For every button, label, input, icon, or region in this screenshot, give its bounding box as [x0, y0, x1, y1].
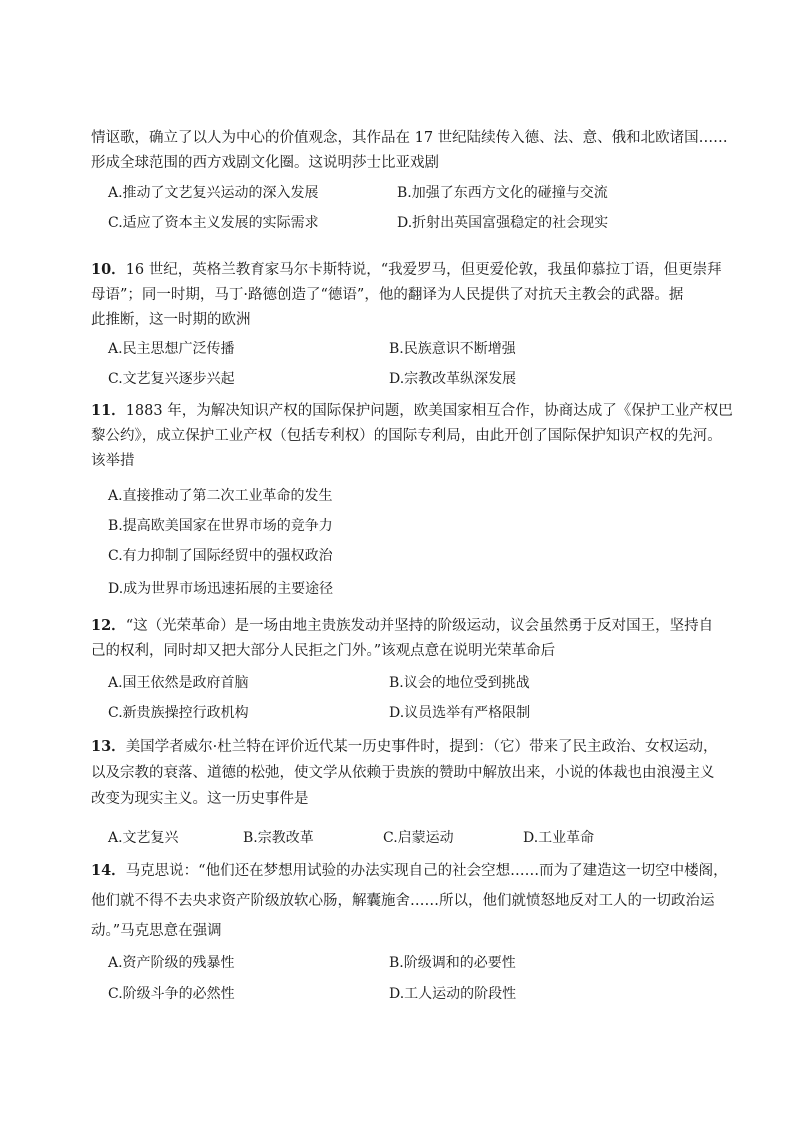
q10-option-c: C.文艺复兴逐步兴起 — [108, 371, 235, 387]
q10-option-b: B.民族意识不断增强 — [389, 341, 516, 357]
q9-option-a: A.推动了文艺复兴运动的深入发展 — [108, 185, 319, 201]
q14-number: 14． — [91, 862, 126, 879]
q13-option-d: D.工业革命 — [523, 830, 595, 846]
q10-line-3: 此推断，这一时期的欧洲 — [91, 312, 251, 328]
q14-text-1: 马克思说：“他们还在梦想用试验的办法实现自己的社会空想……而为了建造这一切空中楼阁， — [125, 863, 728, 879]
q11-option-a: A.直接推动了第二次工业革命的发生 — [108, 488, 333, 504]
q11-number: 11． — [91, 402, 126, 419]
q12-option-b: B.议会的地位受到挑战 — [389, 675, 530, 691]
q13-option-b: B.宗教改革 — [243, 830, 314, 846]
q13-line-2: 以及宗教的衰落、道德的松弛，使文学从依赖于贵族的赞助中解放出来，小说的体裁也由浪漫主义 — [91, 765, 715, 781]
q9-line-2: 形成全球范围的西方戏剧文化圈。这说明莎士比亚戏剧 — [91, 155, 439, 171]
q12-option-d: D.议员选举有严格限制 — [389, 705, 531, 721]
q11-line-1 — [91, 401, 731, 421]
q14-line-2: 他们就不得不去央求资产阶级放软心肠，解囊施舍……所以，他们就愤怒地反对工人的一切政治运 — [91, 893, 715, 909]
q13-option-c: C.启蒙运动 — [383, 830, 454, 846]
q10-line-2: 母语”；同一时期，马丁·路德创造了“德语”，他的翻译为人民提供了对抗天主教会的武器。据 — [91, 287, 684, 303]
q14-option-c: C.阶级斗争的必然性 — [108, 986, 235, 1002]
q12-text-1: “这（光荣革命）是一场由地主贵族发动并坚持的阶级运动，议会虽然勇于反对国王，坚持自 — [125, 618, 714, 634]
q9-option-d: D.折射出英国富强稳定的社会现实 — [397, 215, 609, 231]
q9-option-b: B.加强了东西方文化的碰撞与交流 — [397, 185, 608, 201]
q10-option-d: D.宗教改革纵深发展 — [389, 371, 517, 387]
q9-option-c: C.适应了资本主义发展的实际需求 — [108, 215, 319, 231]
q12-number: 12． — [91, 617, 126, 634]
q14-line-1 — [91, 861, 731, 881]
q10-line-1 — [91, 260, 731, 280]
q11-option-c: C.有力抑制了国际经贸中的强权政治 — [108, 548, 333, 564]
q13-number: 13． — [91, 738, 126, 755]
q11-text-1: 1883 年，为解决知识产权的国际保护问题，欧美国家相互合作，协商达成了《保护工业产权巴 — [125, 403, 733, 419]
q9-line-1: 情讴歌，确立了以人为中心的价值观念，其作品在 17 世纪陆续传入德、法、意、俄和北欧诸国…… — [91, 130, 728, 146]
q13-line-1 — [91, 737, 731, 757]
q13-line-3: 改变为现实主义。这一历史事件是 — [91, 791, 309, 807]
q10-option-a: A.民主思想广泛传播 — [108, 341, 235, 357]
q12-line-1 — [91, 616, 731, 636]
q12-option-c: C.新贵族操控行政机构 — [108, 705, 249, 721]
q12-line-2: 己的权利，同时却又把大部分人民拒之门外。”该观点意在说明光荣革命后 — [91, 643, 556, 659]
q10-text-1: 16 世纪，英格兰教育家马尔卡斯特说，“我爱罗马，但更爱伦敦，我虽仰慕拉丁语，但更崇拜 — [125, 262, 722, 278]
q14-option-d: D.工人运动的阶段性 — [389, 986, 517, 1002]
q10-number: 10． — [91, 261, 126, 278]
q13-text-1: 美国学者威尔·杜兰特在评价近代某一历史事件时，提到：（它）带来了民主政治、女权运动， — [125, 739, 718, 755]
q14-option-a: A.资产阶级的残暴性 — [108, 955, 235, 971]
q12-option-a: A.国王依然是政府首脑 — [108, 675, 249, 691]
q13-option-a: A.文艺复兴 — [108, 830, 179, 846]
q14-option-b: B.阶级调和的必要性 — [389, 955, 516, 971]
q14-line-3: 动。”马克思意在强调 — [91, 923, 222, 939]
q11-line-3: 该举措 — [91, 453, 135, 469]
q11-line-2: 黎公约》，成立保护工业产权（包括专利权）的国际专利局，由此开创了国际保护知识产权的先河。 — [91, 428, 722, 444]
q11-option-d: D.成为世界市场迅速拓展的主要途径 — [108, 581, 334, 597]
q11-option-b: B.提高欧美国家在世界市场的竞争力 — [108, 518, 333, 534]
